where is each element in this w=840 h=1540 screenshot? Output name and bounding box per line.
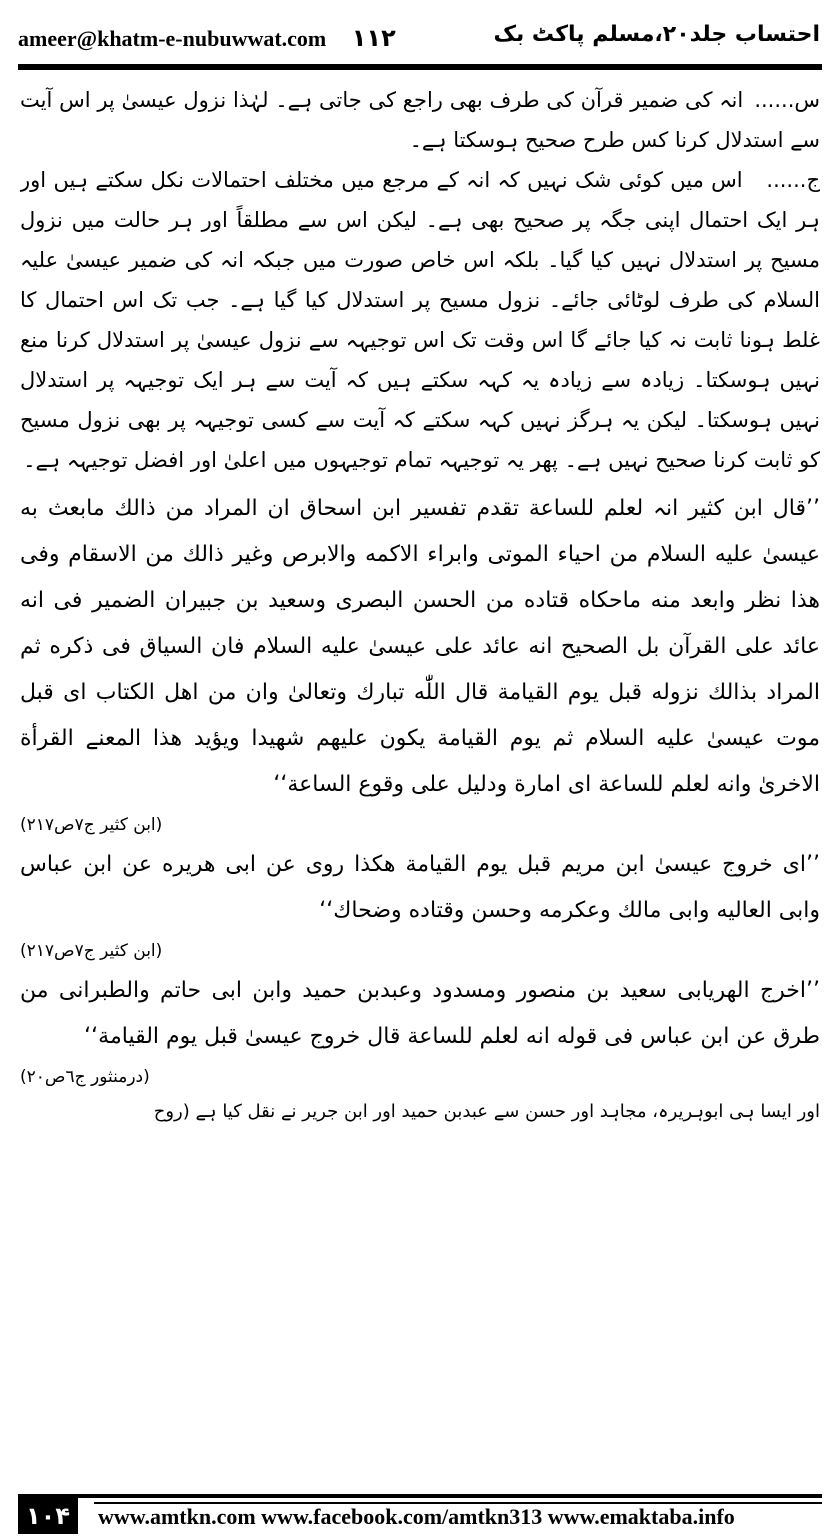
answer-marker: ج...... — [766, 168, 820, 192]
answer-paragraph — [20, 160, 820, 480]
closing-line: اور ایسا ہی ابوہریرہ، مجاہد اور حسن سے عبدبن حمید اور ابن جریر نے نقل کیا ہے (روح — [153, 1101, 820, 1122]
quote-durr-manthur: ’’اخرج الهریابی سعید بن منصور ومسدود وعبدبن حمید وابن ابی حاتم والطبرانی من طرق عن ابن عباس فی قوله انه لعلم للساعة قال خروج عیسیٰ قبل یوم القیامة‘‘ — [20, 978, 820, 1049]
quote-ibn-kathir-2: ’’ای خروج عیسیٰ ابن مریم قبل یوم القیامة هکذا روی عن ابی هریره عن ابن عباس وابی العالیه وابی مالك وعکرمه وحسن وقتاده وضحاك‘‘ — [20, 852, 820, 923]
question-paragraph — [20, 80, 820, 160]
footer-links[interactable]: www.amtkn.com www.facebook.com/amtkn313 www.emaktaba.info — [98, 1504, 735, 1529]
question-text: انہ کی ضمیر قرآن کی طرف بھی راجع کی جاتی ہے۔ لہٰذا نزول عیسیٰ پر اس آیت سے استدلال کرنا کس طرح صحیح ہوسکتا ہے۔ — [20, 88, 820, 152]
arabic-quotes — [20, 486, 820, 1094]
header-book-title: احتساب جلد۲۰،مسلم پاکٹ بک — [493, 22, 820, 47]
header-page-number: ۱۱۲ — [351, 24, 396, 52]
question-marker: س...... — [754, 88, 820, 112]
page-header — [18, 18, 820, 62]
page-footer — [18, 1494, 822, 1534]
header-email[interactable]: ameer@khatm-e-nubuwwat.com — [18, 26, 327, 51]
page-content — [20, 80, 820, 1450]
urdu-section — [20, 80, 820, 480]
reference-1: (ابن کثیر ج۷ص۲۱۷) — [20, 815, 163, 835]
reference-2: (ابن کثیر ج۷ص۲۱۷) — [20, 941, 163, 961]
reference-3: (درمنثور ج٦ص۲۰) — [20, 1067, 150, 1087]
header-rule — [18, 64, 822, 70]
quote-ibn-kathir-1: ’’قال ابن کثیر انہ لعلم للساعة تقدم تفسیر ابن اسحاق ان المراد من ذالك مابعث به عیسیٰ علیه السلام من احیاء الموتی وابراء الاکمه والابرص وغیر ذالك من الاسقام وفی هذا نظر وابعد منه ماحکاه قتاده من الحسن البصری وسعید بن جبیران الضمیر فی انه عائد علی القرآن بل الصحیح انه عائد علی عیسیٰ علیه السلام فان السیاق فی ذکره ثم المراد بذالك نزوله قبل یوم القیامة قال اللّٰه تبارك وتعالیٰ وان من اهل الکتاب ای قبل موت عیسیٰ علیه السلام ثم یوم القیامة یکون علیهم شهیدا ویؤید هذا المعنے القرأة الاخریٰ وانه لعلم للساعة ای امارة ودلیل علی وقوع الساعة‘‘ — [20, 496, 820, 797]
footer-page-number: ۱۰۴ — [18, 1498, 78, 1534]
footer-rule — [18, 1494, 822, 1498]
header-left — [18, 24, 396, 52]
answer-text: اس میں کوئی شک نہیں کہ انہ کے مرجع میں مختلف احتمالات نکل سکتے ہیں اور ہر ایک احتمال اپنی جگہ پر صحیح بھی ہے۔ لیکن اس سے مطلقاً اور ہر حالت میں نزول مسیح پر استدلال نہیں کیا گیا۔ بلکہ اس خاص صورت میں جبکہ انہ کی ضمیر عیسیٰ علیہ السلام کی طرف لوٹائی جائے۔ نزول مسیح پر استدلال کیا گیا ہے۔ جب تک اس احتمال کا غلط ہونا ثابت نہ کیا جائے گا اس وقت تک اس توجیہہ سے نزول عیسیٰ پر استدلال کرنا منع نہیں ہوسکتا۔ زیادہ سے زیادہ یہ کہہ سکتے ہیں کہ آیت سے ہر ایک توجیہہ پر استدلال نہیں ہوسکتا۔ لیکن یہ ہرگز نہیں کہہ سکتے کہ آیت سے کسی توجیہہ پر بھی نزول مسیح کو ثابت کرنا صحیح نہیں ہے۔ پھر یہ توجیہہ تمام توجیہوں میں اعلیٰ اور افضل توجیہہ ہے۔ — [20, 168, 820, 472]
